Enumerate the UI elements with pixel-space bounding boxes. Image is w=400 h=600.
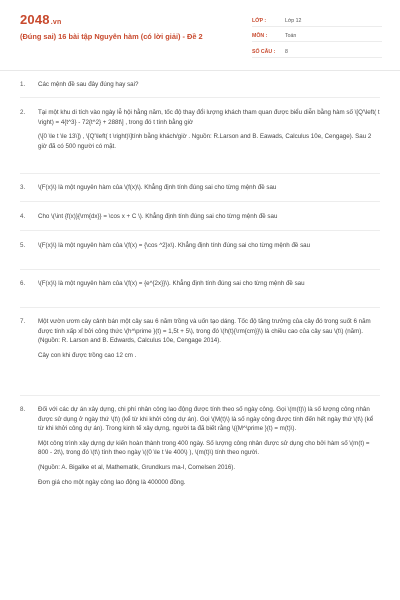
question-8	[20, 405, 380, 492]
question-text: Đối với các dự án xây dựng, chi phí nhân công lao động được tính theo số ngày công. Gọi \(m(t)\) là số lượng công nhân được sử dụng ở ngày thứ \(t\) (kể từ khi khởi công dự án). Gọi \(M(t)\) là số ngày công được tính đến hết ngày thứ \(t\) (kể từ khi khởi công dự án). Trong kinh tế xây dựng, người ta đã biết rằng \({M^\prime }(t) = m(t)\).	[38, 406, 374, 433]
meta-value-class: Lớp 12	[285, 17, 302, 24]
question-text: \(F(x)\) là một nguyên hàm của \(f(x) = {e^{2x}}\). Khẳng định tính đúng sai cho từng mệnh đề sau	[38, 280, 305, 287]
question-text: Tại một khu di tích vào ngày lễ hội hằng năm, tốc độ thay đổi lượng khách tham quan được biểu diễn bằng hàm số \[Q'\left( t \right) = 4{t^3} - 72{t^2} + 288t\] , trong đó t tính bằng giờ	[38, 109, 380, 126]
question-number: 6.	[20, 280, 26, 287]
document-title: (Đúng sai) 16 bài tập Nguyên hàm (có lời giải) - Đề 2	[20, 32, 203, 41]
divider	[20, 307, 380, 308]
document-header	[0, 0, 400, 71]
question-text: \(F(x)\) là một nguyên hàm của \(f(x)\). Khẳng định tính đúng sai cho từng mệnh đề sau	[38, 184, 277, 191]
divider	[20, 97, 380, 98]
question-number: 1.	[20, 81, 26, 88]
question-text: Đơn giá cho một ngày công lao động là 400000 đồng.	[38, 478, 186, 486]
question-number: 7.	[20, 318, 26, 325]
meta-row-count	[252, 45, 382, 58]
question-5	[20, 241, 380, 256]
meta-table	[252, 14, 382, 61]
question-body	[38, 241, 380, 251]
question-body	[38, 279, 380, 289]
question-body	[38, 80, 380, 90]
divider	[20, 173, 380, 174]
question-text: (\[0 \le t \le 13\]) , \[Q'\left( t \right)\]tính bằng khách/giờ . Nguồn: R.Larson and B. Eawads, Calculus 10e, Cengage). Sau 2 giờ đã có 500 người có mặt.	[38, 133, 372, 150]
question-number: 8.	[20, 406, 26, 413]
question-body	[38, 183, 380, 193]
divider	[20, 230, 380, 231]
question-2	[20, 108, 380, 156]
question-text: Cây con khi được trồng cao 12 cm .	[38, 351, 137, 359]
question-text: (Nguồn: A. Bigalke et al, Mathematik, Grundkurs ma-I, Comelsen 2016).	[38, 463, 236, 471]
divider	[20, 269, 380, 270]
divider	[20, 395, 380, 396]
meta-row-class	[252, 14, 382, 27]
question-body	[38, 212, 380, 222]
question-6	[20, 279, 380, 294]
meta-label-count: SỐ CÂU :	[252, 48, 276, 55]
question-3	[20, 183, 380, 198]
question-text: Cho \(\int {f(x)}{\rm{dx}} = \cos x + C \). Khẳng định tính đúng sai cho từng mệnh đề sau	[38, 213, 278, 220]
meta-label-class: LỚP :	[252, 17, 267, 24]
question-number: 4.	[20, 213, 26, 220]
question-body	[38, 108, 380, 151]
question-text: Một vườn ươm cây cảnh bán một cây sau 6 năm trồng và uốn tạo dáng. Tốc độ tăng trưởng của cây đó trong suốt 6 năm được tính xấp xỉ bởi công thức \(h^\prime }(t) = 1,5t + 5\), trong đó \(h(t){\rm{cm}}\) là chiều cao của cây sau \(t\) (năm). (Nguồn: R. Larson and B. Edwards, Calculus 10e, Cengage 2014).	[38, 318, 371, 345]
meta-value-count: 8	[285, 48, 288, 55]
meta-label-subject: MÔN :	[252, 33, 268, 39]
meta-value-subject: Toán	[285, 33, 297, 39]
logo-text: 2048	[20, 12, 50, 27]
divider	[20, 201, 380, 202]
question-number: 2.	[20, 109, 26, 116]
question-4	[20, 212, 380, 227]
question-number: 3.	[20, 184, 26, 191]
meta-row-subject	[252, 30, 382, 43]
question-number: 5.	[20, 242, 26, 249]
question-body	[38, 317, 380, 360]
question-text: Một công trình xây dựng dự kiến hoàn thành trong 400 ngày. Số lượng công nhân được sử dụng cho bởi hàm số \(m(t) = 800 - 2t\), trong đó \(t\) tính theo ngày \((0 \le t \le 400\) ), \(m(t)\) tính theo người.	[38, 439, 370, 457]
logo-tld: .vn	[50, 19, 62, 26]
question-body	[38, 405, 380, 487]
question-1	[20, 80, 380, 95]
question-text: Các mệnh đề sau đây đúng hay sai?	[38, 81, 139, 88]
question-7	[20, 317, 380, 365]
question-text: \(F(x)\) là một nguyên hàm của \(f(x) = {\cos ^2}x\). Khẳng định tính đúng sai cho từng mệnh đề sau	[38, 242, 311, 249]
site-logo[interactable]	[20, 12, 61, 27]
